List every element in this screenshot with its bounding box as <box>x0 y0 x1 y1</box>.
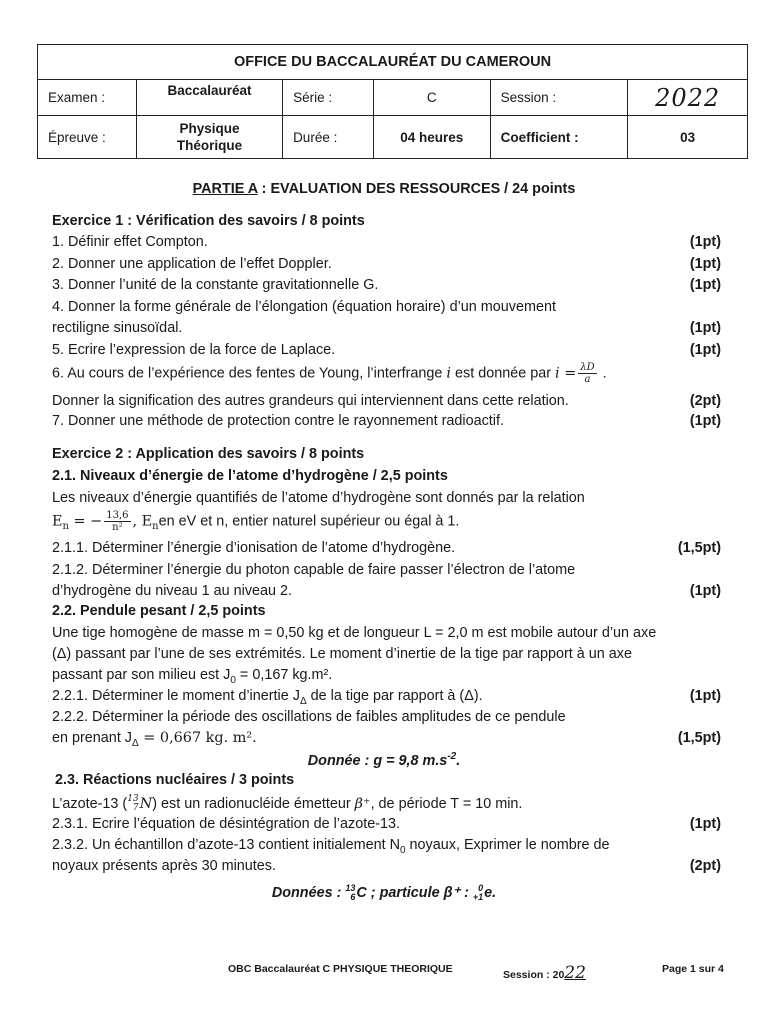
q222-text: en prenant J <box>52 730 133 746</box>
e-Z: +1 <box>472 892 484 902</box>
c-Z: 6 <box>350 892 356 902</box>
question-4-line2: rectiligne sinusoïdal. <box>52 320 183 336</box>
q221-sub: Δ <box>299 695 307 707</box>
iso-Z: 7 <box>132 803 139 813</box>
q6-var: i <box>446 365 452 382</box>
partie-a-title <box>0 181 768 197</box>
donnees-pre: Données : <box>271 884 346 901</box>
donnee-g <box>0 751 768 769</box>
exercise-1-title: Exercice 1 : Vérification des savoirs / 8 points <box>52 213 365 229</box>
iso-symbol: N <box>139 795 153 812</box>
session-label: Session : <box>490 80 628 116</box>
section-2-1-title: 2.1. Niveaux d’énergie de l’atome d’hydrogène / 2,5 points <box>52 468 448 484</box>
c-A: 13 <box>345 883 356 893</box>
question-2-3-2-line1 <box>52 837 610 856</box>
epreuve-label: Épreuve : <box>38 116 137 159</box>
s22-l3-sub: 0 <box>230 674 236 686</box>
question-1: 1. Définir effet Compton. <box>52 234 208 250</box>
q6-eq: i = <box>555 365 577 382</box>
donnees-nuclear <box>0 884 768 902</box>
duree-label: Durée : <box>283 116 374 159</box>
q6-end: . <box>598 365 607 382</box>
question-2-1-2-points: (1pt) <box>689 583 721 599</box>
question-2-3-1-points: (1pt) <box>689 816 721 832</box>
eq-num: 13,6 <box>106 510 129 521</box>
section-2-2-line3 <box>52 667 332 686</box>
q221-end: de la tige par rapport à (Δ). <box>306 688 483 704</box>
section-2-2-line1: Une tige homogène de masse m = 0,50 kg et de longueur L = 2,0 m est mobile autour d’un axe <box>52 625 657 641</box>
epreuve-value <box>137 116 283 159</box>
nitrogen-isotope <box>127 795 138 813</box>
eq-rest: , E <box>132 513 153 530</box>
exercise-2-title: Exercice 2 : Application des savoirs / 8 points <box>52 446 365 462</box>
question-2-2-2-line1: 2.2.2. Déterminer la période des oscillations de faibles amplitudes de ce pendule <box>52 709 566 725</box>
epreuve-value-line2: Théorique <box>176 138 243 153</box>
examen-value: Baccalauréat <box>137 80 283 116</box>
question-2-1-1: 2.1.1. Déterminer l’énergie d’ionisation de l’atome d’hydrogène. <box>52 540 456 556</box>
question-3: 3. Donner l’unité de la constante gravitationnelle G. <box>52 277 379 293</box>
question-4-points: (1pt) <box>689 320 721 336</box>
examen-label: Examen : <box>38 80 137 116</box>
question-2-1-1-points: (1,5pt) <box>677 540 721 556</box>
epreuve-value-line1: Physique <box>179 121 240 136</box>
footer-session-year: 22 <box>564 963 586 983</box>
footer-session-label: Session : 20 <box>503 969 565 981</box>
session-value: 2022 <box>655 83 721 112</box>
eq-den: n² <box>112 522 123 533</box>
question-5-points: (1pt) <box>689 342 721 358</box>
coefficient-value: 03 <box>628 116 748 159</box>
s23-end: , de période T = 10 min. <box>370 795 523 812</box>
footer-page: Page 1 sur 4 <box>662 963 724 975</box>
question-6-line2: Donner la signification des autres grandeurs qui interviennent dans cette relation. <box>52 393 569 409</box>
question-6-points: (2pt) <box>689 393 721 409</box>
question-6-line1 <box>52 362 607 385</box>
coefficient-label: Coefficient : <box>490 116 628 159</box>
question-2-2-2-points: (1,5pt) <box>677 730 721 746</box>
footer-left: OBC Baccalauréat C PHYSIQUE THEORIQUE <box>228 963 453 975</box>
beta-plus: β⁺ <box>354 795 371 812</box>
question-7-points: (1pt) <box>689 413 721 429</box>
q6-mid: est donnée par <box>451 365 556 382</box>
eq-equals: = − <box>68 513 103 530</box>
question-7: 7. Donner une méthode de protection contre le rayonnement radioactif. <box>52 413 504 429</box>
s23-pre: L’azote-13 ( <box>52 795 128 812</box>
s22-l3-text: passant par son milieu est J <box>52 667 231 683</box>
q222-value: = 0,667 kg. m². <box>138 730 257 746</box>
donnee-end: . <box>456 752 461 769</box>
partie-a-subtitle: : EVALUATION DES RESSOURCES / 24 points <box>257 181 576 197</box>
interfringe-fraction <box>578 362 596 385</box>
q221-text: 2.2.1. Déterminer le moment d’inertie J <box>52 688 300 704</box>
question-2-3-1: 2.3.1. Ecrire l’équation de désintégration de l’azote-13. <box>52 816 400 832</box>
question-2-2-2-line2 <box>52 730 257 749</box>
question-5: 5. Ecrire l’expression de la force de Laplace. <box>52 342 336 358</box>
eq-tail: en eV et n, entier naturel supérieur ou égal à 1. <box>158 513 460 530</box>
section-2-2-title: 2.2. Pendule pesant / 2,5 points <box>52 603 266 619</box>
s23-post: ) est un radionucléide émetteur <box>152 795 355 812</box>
s22-l3-value: = 0,167 kg.m². <box>235 667 333 683</box>
q232-sub: 0 <box>399 844 406 856</box>
question-4-line1: 4. Donner la forme générale de l’élongation (équation horaire) d’un mouvement <box>52 299 556 315</box>
question-2-1-2-line2: d’hydrogène du niveau 1 au niveau 2. <box>52 583 293 599</box>
carbon-isotope <box>345 884 355 902</box>
footer-session <box>503 963 586 983</box>
partie-a-label: PARTIE A <box>192 181 258 197</box>
eq-rest-sub: n <box>152 521 159 533</box>
frac-den: a <box>584 374 591 385</box>
donnees-mid: C ; particule β⁺ : <box>356 884 473 901</box>
header-table <box>37 44 748 159</box>
q232-post: noyaux, Exprimer le nombre de <box>405 837 610 853</box>
iso-A: 13 <box>127 794 139 804</box>
question-2: 2. Donner une application de l’effet Doppler. <box>52 256 332 272</box>
section-2-1-intro: Les niveaux d’énergie quantifiés de l’atome d’hydrogène sont donnés par la relation <box>52 490 585 506</box>
office-title: OFFICE DU BACCALAURÉAT DU CAMEROUN <box>38 45 748 80</box>
positron-isotope <box>473 884 483 902</box>
frac-num: λD <box>580 362 595 373</box>
section-2-2-line2: (Δ) passant par l’une de ses extrémités. Le moment d’inertie de la tige par rapport à un axe <box>52 646 632 662</box>
q232-pre: 2.3.2. Un échantillon d’azote-13 contient initialement N <box>52 837 400 853</box>
eq-E: E <box>52 513 63 530</box>
question-3-points: (1pt) <box>689 277 721 293</box>
section-2-3-line1 <box>52 795 522 813</box>
question-2-3-2-line2: noyaux présents après 30 minutes. <box>52 858 276 874</box>
energy-fraction <box>104 510 130 533</box>
duree-value: 04 heures <box>373 116 490 159</box>
e-A: 0 <box>478 883 484 893</box>
question-2-2-1 <box>52 688 483 707</box>
energy-formula <box>52 510 459 533</box>
eq-sub: n <box>62 521 69 533</box>
question-2-2-1-points: (1pt) <box>689 688 721 704</box>
serie-value: C <box>373 80 490 116</box>
question-1-points: (1pt) <box>689 234 721 250</box>
question-2-points: (1pt) <box>689 256 721 272</box>
question-2-3-2-points: (2pt) <box>689 858 721 874</box>
serie-label: Série : <box>283 80 374 116</box>
section-2-3-title: 2.3. Réactions nucléaires / 3 points <box>55 772 295 788</box>
q222-sub: Δ <box>132 737 139 749</box>
donnee-sup: -2 <box>447 751 457 762</box>
donnees-end: e. <box>484 884 497 901</box>
question-2-1-2-line1: 2.1.2. Déterminer l’énergie du photon capable de faire passer l’électron de l’atome <box>52 562 576 578</box>
q6-text: 6. Au cours de l’expérience des fentes de Young, l’interfrange <box>52 365 447 382</box>
donnee-text: Donnée : g = 9,8 m.s <box>307 752 448 769</box>
